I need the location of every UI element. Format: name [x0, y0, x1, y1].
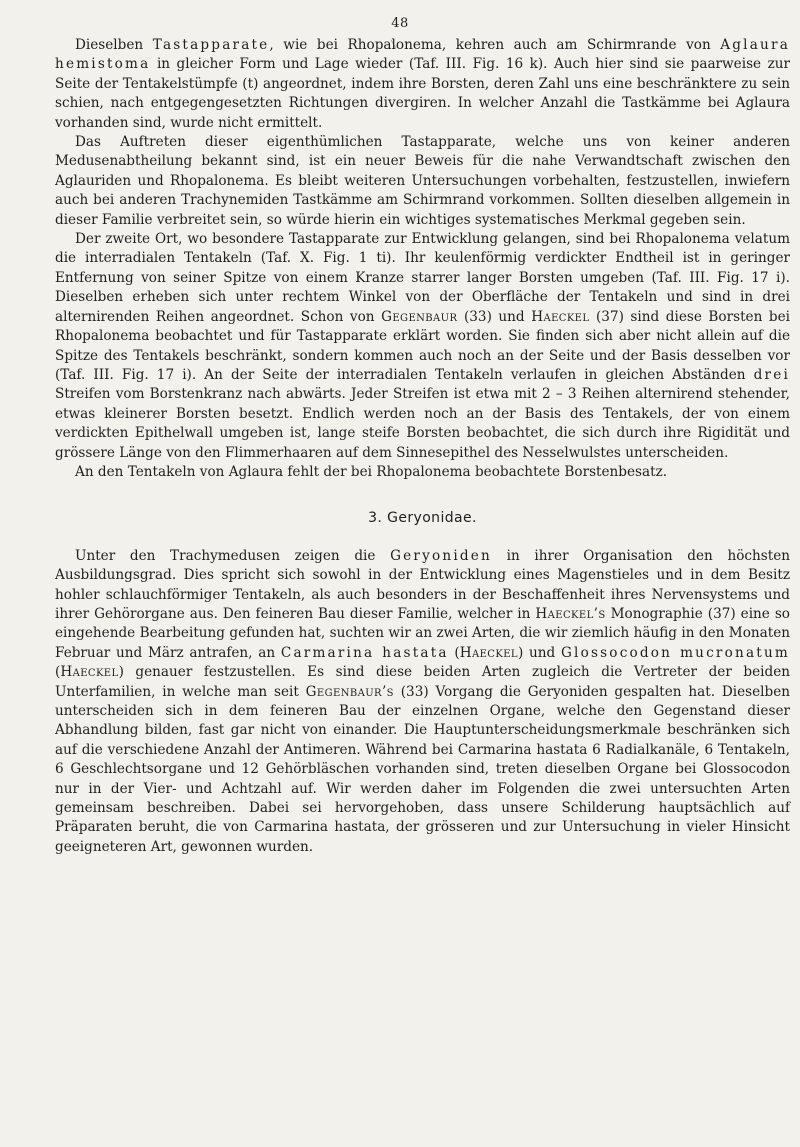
text-run: Unter den Trachymedusen zeigen die	[75, 547, 391, 564]
text-run: ) und	[517, 644, 561, 661]
emphasis-text: drei	[753, 366, 790, 383]
paragraph	[55, 230, 790, 463]
emphasis-text: Haeckel	[459, 644, 518, 661]
text-run: ) genauer festzustellen. Es sind diese beiden Arten zugleich die Vertreter der beiden Unterfamilien, in welche man seit	[55, 664, 790, 700]
text-run: Streifen vom Borstenkranz nach abwärts. Jeder Streifen ist etwa mit 2 – 3 Reihen alternirend stehender, etwas kleinerer Borsten besetzt. Endlich werden noch an der Basis des Tentakels, der von einem verdickten Epithelwall umgeben ist, lange steife Borsten beobachtet, die sich durch ihre Rigidität und grössere Länge von den Flimmerhaaren auf dem Sinnesepithel des Nesselwulstes unterscheiden.	[55, 386, 790, 461]
paragraph	[55, 133, 790, 230]
emphasis-text: Haeckel	[60, 664, 119, 681]
emphasis-text: Aglaura hemistoma	[55, 37, 790, 73]
section-heading: 3. Geryonidae.	[368, 510, 477, 527]
emphasis-text: Haeckel	[531, 308, 590, 325]
text-run: (	[448, 644, 460, 661]
emphasis-text: Haeckel’s	[535, 605, 606, 622]
text-run: (33) Vorgang die Geryoniden gespalten hat. Dieselben unterscheiden sich in dem feineren Bau der einzelnen Organe, welche den Gegenstand dieser Abhandlung bilden, fast gar nicht von einander. Die Hauptunterscheidungsmerkmale beschränken sich auf die verschiedene Anzahl der Antimeren. Während bei Carmarina hastata 6 Radialkanäle, 6 Tentakeln, 6 Geschlechtsorgane und 12 Gehörbläschen vorhanden sind, treten dieselben Organe bei Glossocodon nur in der Vier- und Achtzahl auf. Wir werden daher im Folgenden die zwei untersuchten Arten gemeinsam beschreiben. Dabei sei hervorgehoben, dass unsere Schilderung hauptsächlich auf Präparaten beruht, die von Carmarina hastata, der grösseren und zur Untersuchung in vieler Hinsicht geeigneteren Art, gewonnen wurden.	[55, 683, 791, 855]
emphasis-text: Tastapparate	[152, 37, 270, 53]
text-run: An den Tentakeln von Aglaura fehlt der bei Rhopalonema beobachtete Borstenbesatz.	[75, 463, 668, 480]
emphasis-text: Carmarina hastata	[280, 644, 449, 661]
section-geryonidae	[55, 547, 790, 858]
text-run: (33) und	[457, 308, 532, 325]
page-number: 48	[391, 16, 409, 31]
text-run: Der zweite Ort, wo besondere Tastapparate zur Entwicklung gelangen, sind bei Rhopalonema velatum die interradialen Tentakeln (Taf. X. Fig. 1 ti). Ihr keulenförmig verdickter Endtheil ist in geringer Entfernung von seiner Spitze von einem Kranze starrer langer Borsten umgeben (Taf. III. Fig. 17 i). Dieselben erheben sich unter rechtem Winkel von der Oberfläche der Tentakeln und sind in drei alternirenden Reihen angeordnet. Schon von	[55, 231, 790, 325]
emphasis-text: Gegenbaur	[381, 308, 458, 325]
paragraph	[55, 463, 790, 482]
section-tastapparate	[55, 36, 790, 482]
paragraph	[55, 36, 790, 133]
text-run: , wie bei Rhopalonema, kehren auch am Schirmrande von	[269, 37, 721, 53]
emphasis-text: Geryoniden	[390, 547, 492, 564]
paragraph	[55, 547, 790, 858]
text-run: Monographie (37) eine so eingehende Bearbeitung gefunden hat, suchten wir an zwei Arten, die wir ziemlich häufig in den Monaten Februar und März antrafen, an	[55, 605, 790, 661]
emphasis-text: Glossocodon mucronatum	[560, 644, 790, 661]
text-run: in gleicher Form und Lage wieder (Taf. III. Fig. 16 k). Auch hier sind sie paarweise zur Seite der Tentakelstümpfe (t) angeordnet, indem ihre Borsten, deren Zahl uns eine beschränktere zu sein schien, nach entgegengesetzten Richtungen divergiren. In welcher Anzahl die Tastkämme bei Aglaura vorhanden sind, wurde nicht ermittelt.	[55, 56, 790, 131]
text-run: (	[55, 664, 61, 681]
text-run: Das Auftreten dieser eigenthümlichen Tastapparate, welche uns von keiner anderen Medusenabtheilung bekannt sind, ist ein neuer Beweis für die nahe Verwandtschaft zwischen den Aglauriden und Rhopalonema. Es bleibt weiteren Untersuchungen vorbehalten, festzustellen, inwiefern auch bei anderen Trachynemiden Tastkämme am Schirmrand vorkommen. Sollten dieselben allgemein in dieser Familie verbreitet sein, so würde hierin ein wichtiges systematisches Merkmal gegeben sein.	[55, 134, 790, 228]
text-run: (37) sind diese Borsten bei Rhopalonema beobachtet und für Tastapparate erklärt worden. Sie finden sich aber nicht allein auf die Spitze des Tentakels beschränkt, sondern kommen auch noch an der Seite und der Basis desselben vor (Taf. III. Fig. 17 i). An der Seite der interradialen Tentakeln verlaufen in gleichen Abständen	[55, 308, 790, 383]
text-run: in ihrer Organisation den höchsten Ausbildungsgrad. Dies spricht sich sowohl in der Entwicklung eines Magenstieles und in dem Besitz hohler schlauchförmiger Tentakeln, als auch besonders in der Beschaffenheit ihres Nervensystems und ihrer Gehörorgane aus. Den feineren Bau dieser Familie, welcher in	[55, 547, 791, 622]
emphasis-text: Gegenbaur’s	[305, 683, 394, 700]
body-text	[55, 36, 790, 857]
text-run: Dieselben	[75, 37, 153, 53]
